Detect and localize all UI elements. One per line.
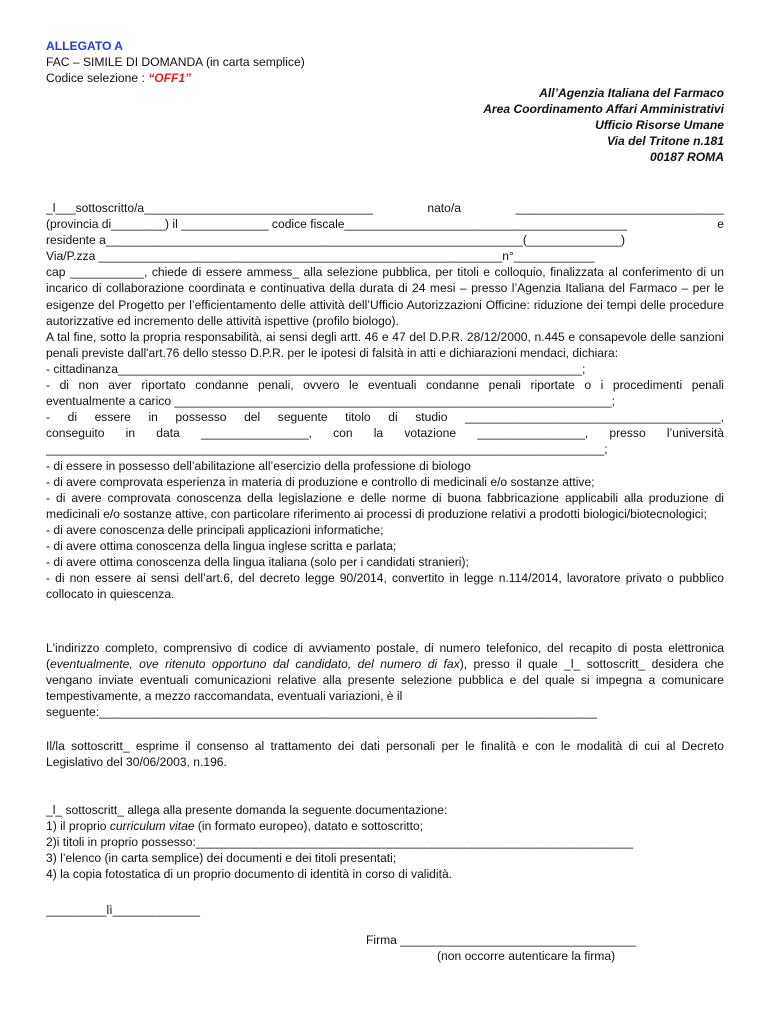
privacy-consent: Il/la sottoscritt_ esprime il consenso al trattamento dei dati personali per le finalità e con le modalità di cui al Decreto Legislativo del 30/06/2003, n.196. (46, 739, 724, 770)
signature-note: (non occorre autenticare la firma) (437, 949, 616, 963)
residence-field: residente a______________________________________________________________(______________) (46, 233, 626, 248)
province-fiscal-code-field: (provincia di________) il _____________ codice fiscale__________________________________________ (46, 217, 628, 232)
attachment-cv-suffix: (in formato europeo), datato e sottoscritto; (194, 819, 424, 834)
conjunction-e: e (717, 217, 724, 232)
pending-charges-field: eventualmente a carico _________________________________________________________________; (46, 394, 615, 409)
codice-selezione-line (46, 70, 724, 86)
request-paragraph: cap ___________, chiede di essere ammess_ alla selezione pubblica, per titoli e colloquio, finalizzata al conferimento di un incarico di collaborazione coordinata e continuativa della durata di 24 mesi – presso l’Agenzia Italiana del Farmaco – per le esigenze del Progetto per l’efficientamento delle attività dell’Ufficio Autorizzazioni Officine: riduzione dei tempi delle procedure autorizzative ed incremento delle attività ispettive (profilo biologo). (46, 265, 724, 328)
attachment-item (46, 818, 724, 834)
university-field: ___________________________________________________________________________________; (46, 442, 608, 457)
recipient-line: Ufficio Risorse Umane (595, 118, 724, 133)
signature-field: Firma ___________________________________ (366, 933, 636, 947)
attachment-item: 2)i titoli in proprio possesso:_________________________________________________________________ (46, 835, 634, 850)
declaration-item: - di avere ottima conoscenza della lingua italiana (solo per i candidati stranieri); (46, 555, 469, 570)
declaration-item: - di essere in possesso dell’abilitazione all’esercizio della professione di biologo (46, 458, 471, 473)
attachments-intro: _l_ sottoscritt_ allega alla presente domanda la seguente documentazione: (46, 803, 448, 817)
declaration-item: - di avere conoscenza delle principali applicazioni informatiche; (46, 522, 384, 537)
attachments-section (46, 802, 724, 882)
fac-simile-line: FAC – SIMILE DI DOMANDA (in carta semplice) (46, 55, 305, 70)
street-field: Via/P.zza ____________________________________________________________n°____________ (46, 249, 595, 264)
recipient-line: Via del Tritone n.181 (607, 134, 724, 149)
born-label: nato/a (427, 201, 461, 215)
declaration-item: - di avere ottima conoscenza della lingua inglese scritta e parlata; (46, 538, 397, 553)
application-form (46, 200, 724, 602)
address-paragraph (46, 640, 724, 704)
form-row-name (46, 200, 724, 216)
degree-title-field: - di essere in possesso del seguente titolo di studio ______________________________________, (46, 410, 724, 425)
codice-value: “OFF1” (148, 71, 192, 86)
allegato-title: ALLEGATO A (46, 39, 124, 53)
birthplace-field: _______________________________ (515, 201, 724, 215)
criminal-record-line: - di non aver riportato condanne penali, ovvero le eventuali condanne penali riportate o i procedimenti penali (46, 378, 724, 393)
declaration-item: - di avere comprovata esperienza in materia di produzione e controllo di medicinali e/o sostanze attive; (46, 474, 595, 489)
recipient-line: All’Agenzia Italiana del Farmaco (539, 86, 724, 100)
degree-date-grade-field: conseguito in data ________________, con la votazione ________________, presso l’università (46, 426, 724, 441)
recipient-line: 00187 ROMA (650, 150, 724, 165)
attachment-item: 4) la copia fotostatica di un proprio documento di identità in corso di validità. (46, 867, 453, 882)
attachment-cv-prefix: 1) il proprio (46, 819, 110, 834)
declaration-item: - di avere comprovata conoscenza della legislazione e delle norme di buona fabbricazione applicabili alla produzione di medicinali e/o sostanze attive, con particolare riferimento ai processi di produzione relativi a prodotti biologici/biotecnologici; (46, 490, 724, 521)
address-text-start: L'indirizzo completo, comprensivo di codice di avviamento postale, di numero telefonico, del recapito di posta elettronica ( (46, 641, 724, 672)
attachment-item: 3) l’elenco (in carta semplice) dei documenti e dei titoli presentati; (46, 851, 397, 866)
address-field: seguente:__________________________________________________________________________ (46, 705, 597, 720)
recipient-address (483, 85, 724, 165)
attachment-cv-italic: curriculum vitae (109, 819, 195, 834)
place-date-field: _________lì_____________ (46, 903, 201, 917)
codice-label: Codice selezione : (46, 71, 149, 86)
recipient-line: Area Coordinamento Affari Amministrativi (483, 102, 724, 117)
document-header (46, 38, 724, 86)
undersigned-field: _l___sottoscritto/a__________________________________ (46, 201, 373, 215)
citizenship-field: - cittadinanza_____________________________________________________________________; (46, 361, 586, 376)
form-row-province (46, 216, 724, 232)
address-section (46, 640, 724, 720)
address-text-italic: eventualmente, ove ritenuto opportuno dal candidato, del numero di fax (50, 657, 460, 672)
declaration-item: - di non essere ai sensi dell’art.6, del decreto legge 90/2014, convertito in legge n.114/2014, lavoratore privato o pubblico collocato in quiescenza. (46, 571, 724, 602)
address-text-end: ), presso il quale _l_ sottoscritt_ desidera che vengano inviate eventuali comunicazioni relative alla presente selezione pubblica e del quale si impegna a comunicare tempestivamente, a mezzo raccomandata, eventuali variazioni, è il (46, 657, 724, 704)
declaration-intro: A tal fine, sotto la propria responsabilità, ai sensi degli artt. 46 e 47 del D.P.R. 28/12/2000, n.445 e consapevole delle sanzioni penali previste dall'art.76 dello stesso D.P.R. per le ipotesi di falsità in atti e dichiarazioni mendaci, dichiara: (46, 329, 724, 360)
